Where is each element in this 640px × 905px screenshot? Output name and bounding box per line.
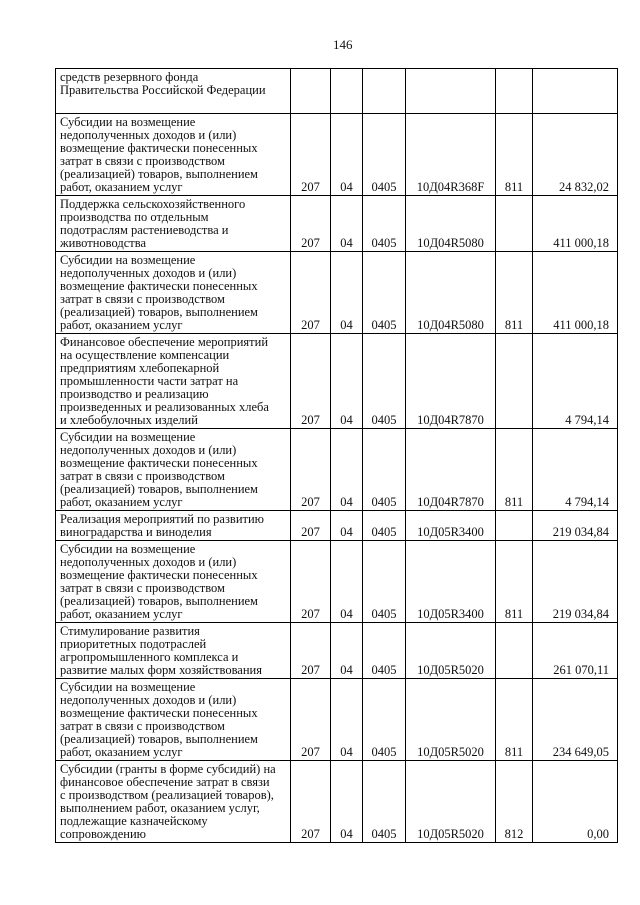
row-description: Поддержка сельскохозяйственного производства по отдельным подотраслям растениеводства и животноводства: [56, 196, 291, 252]
row-description: Субсидии (гранты в форме субсидий) на финансовое обеспечение затрат в связи с производством (реализацией товаров), выполнением работ, оказанием услуг, подлежащие казначейскому сопровождению: [56, 761, 291, 843]
table-row: [56, 196, 618, 252]
department-code: 207: [291, 623, 331, 679]
target-article-code: 10Д05R5020: [406, 761, 496, 843]
expense-type-code: 812: [496, 761, 533, 843]
row-description: Субсидии на возмещение недополученных доходов и (или) возмещение фактически понесенных затрат в связи с производством (реализацией) товаров, выполнением работ, оказанием услуг: [56, 429, 291, 511]
expense-type-code: [496, 623, 533, 679]
subsection-code: 0405: [363, 541, 406, 623]
page-number: 146: [333, 37, 353, 52]
amount: 411 000,18: [533, 252, 618, 334]
table-row: [56, 252, 618, 334]
subsection-code: 0405: [363, 114, 406, 196]
section-code: 04: [331, 252, 363, 334]
amount: 234 649,05: [533, 679, 618, 761]
expense-type-code: 811: [496, 541, 533, 623]
subsection-code: 0405: [363, 196, 406, 252]
subsection-code: 0405: [363, 623, 406, 679]
amount: 4 794,14: [533, 334, 618, 429]
row-description: Финансовое обеспечение мероприятий на осуществление компенсации предприятиям хлебопекарной промышленности части затрат на производство и реализацию произведенных и реализованных хлеба и хлебобулочных изделий: [56, 334, 291, 429]
target-article-code: 10Д05R3400: [406, 511, 496, 541]
amount: 0,00: [533, 761, 618, 843]
department-code: 207: [291, 679, 331, 761]
table-row: [56, 114, 618, 196]
department-code: 207: [291, 252, 331, 334]
amount: [533, 69, 618, 114]
section-code: 04: [331, 114, 363, 196]
target-article-code: 10Д04R7870: [406, 334, 496, 429]
subsection-code: 0405: [363, 679, 406, 761]
expense-type-code: 811: [496, 252, 533, 334]
department-code: 207: [291, 429, 331, 511]
subsection-code: 0405: [363, 252, 406, 334]
department-code: 207: [291, 114, 331, 196]
section-code: 04: [331, 679, 363, 761]
target-article-code: 10Д05R5020: [406, 623, 496, 679]
amount: 261 070,11: [533, 623, 618, 679]
subsection-code: 0405: [363, 334, 406, 429]
table-row: [56, 541, 618, 623]
subsection-code: 0405: [363, 511, 406, 541]
department-code: 207: [291, 511, 331, 541]
table-row: [56, 623, 618, 679]
table-row: [56, 511, 618, 541]
table-row: [56, 429, 618, 511]
row-description: Субсидии на возмещение недополученных доходов и (или) возмещение фактически понесенных затрат в связи с производством (реализацией) товаров, выполнением работ, оказанием услуг: [56, 114, 291, 196]
table-row: [56, 679, 618, 761]
section-code: 04: [331, 541, 363, 623]
section-code: 04: [331, 623, 363, 679]
row-description: средств резервного фонда Правительства Российской Федерации: [56, 69, 291, 114]
table-row: [56, 69, 618, 114]
section-code: [331, 69, 363, 114]
section-code: 04: [331, 429, 363, 511]
row-description: Субсидии на возмещение недополученных доходов и (или) возмещение фактически понесенных затрат в связи с производством (реализацией) товаров, выполнением работ, оказанием услуг: [56, 679, 291, 761]
amount: 4 794,14: [533, 429, 618, 511]
amount: 219 034,84: [533, 511, 618, 541]
table-row: [56, 334, 618, 429]
target-article-code: 10Д04R368F: [406, 114, 496, 196]
expense-type-code: [496, 511, 533, 541]
amount: 24 832,02: [533, 114, 618, 196]
expense-type-code: 811: [496, 679, 533, 761]
section-code: 04: [331, 196, 363, 252]
subsection-code: 0405: [363, 429, 406, 511]
target-article-code: 10Д05R5020: [406, 679, 496, 761]
row-description: Стимулирование развития приоритетных подотраслей агропромышленного комплекса и развитие малых форм хозяйствования: [56, 623, 291, 679]
budget-table: [55, 68, 618, 843]
amount: 219 034,84: [533, 541, 618, 623]
row-description: Субсидии на возмещение недополученных доходов и (или) возмещение фактически понесенных затрат в связи с производством (реализацией) товаров, выполнением работ, оказанием услуг: [56, 252, 291, 334]
section-code: 04: [331, 761, 363, 843]
row-description: Субсидии на возмещение недополученных доходов и (или) возмещение фактически понесенных затрат в связи с производством (реализацией) товаров, выполнением работ, оказанием услуг: [56, 541, 291, 623]
section-code: 04: [331, 334, 363, 429]
table-row: [56, 761, 618, 843]
expense-type-code: 811: [496, 114, 533, 196]
target-article-code: [406, 69, 496, 114]
department-code: 207: [291, 196, 331, 252]
department-code: [291, 69, 331, 114]
department-code: 207: [291, 334, 331, 429]
budget-table-container: [55, 68, 617, 843]
target-article-code: 10Д05R3400: [406, 541, 496, 623]
expense-type-code: [496, 69, 533, 114]
target-article-code: 10Д04R7870: [406, 429, 496, 511]
expense-type-code: 811: [496, 429, 533, 511]
amount: 411 000,18: [533, 196, 618, 252]
section-code: 04: [331, 511, 363, 541]
department-code: 207: [291, 761, 331, 843]
expense-type-code: [496, 196, 533, 252]
expense-type-code: [496, 334, 533, 429]
department-code: 207: [291, 541, 331, 623]
target-article-code: 10Д04R5080: [406, 196, 496, 252]
target-article-code: 10Д04R5080: [406, 252, 496, 334]
subsection-code: 0405: [363, 761, 406, 843]
row-description: Реализация мероприятий по развитию виноградарства и виноделия: [56, 511, 291, 541]
subsection-code: [363, 69, 406, 114]
